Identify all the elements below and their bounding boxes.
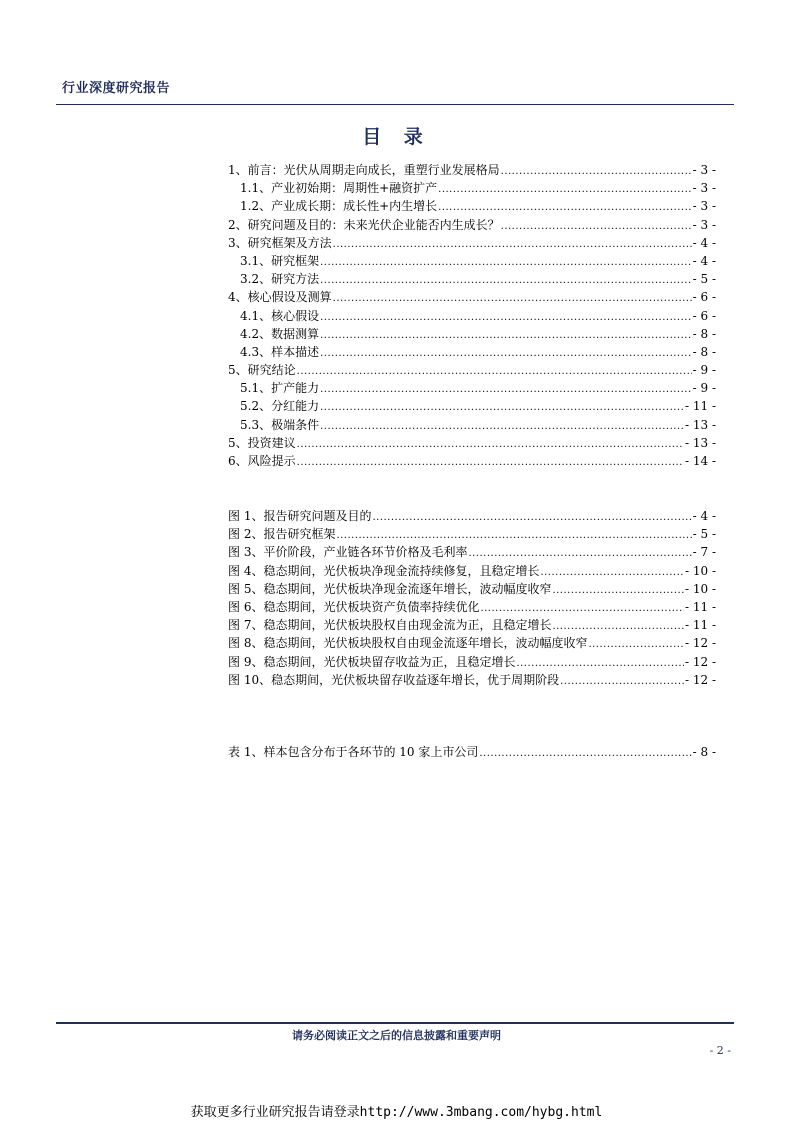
figure-entry-label: 图 6、稳态期间，光伏板块资产负债率持续优化	[228, 599, 480, 614]
report-header-title: 行业深度研究报告	[62, 81, 171, 96]
toc-heading: 目 录	[362, 126, 431, 148]
dot-leader	[479, 743, 691, 763]
toc-entry-page: - 9 -	[692, 363, 716, 378]
toc-entry-page: - 11 -	[684, 399, 716, 414]
toc-entry-label: 1.2、产业成长期：成长性+内生增长	[240, 199, 438, 214]
toc-entry[interactable]	[228, 252, 716, 270]
dot-leader	[540, 562, 684, 582]
toc-list	[228, 161, 716, 470]
dot-leader	[333, 234, 692, 254]
figure-entry-page: - 12 -	[684, 672, 716, 687]
figure-entry-page: - 7 -	[692, 545, 716, 560]
toc-entry-label: 1.1、产业初始期：周期性+融资扩产	[240, 181, 438, 196]
dot-leader	[372, 507, 691, 527]
toc-entry-label: 4、核心假设及测算	[228, 290, 332, 305]
figure-entry[interactable]	[228, 507, 716, 525]
figure-entry-page: - 10 -	[684, 563, 716, 578]
toc-entry-page: - 13 -	[684, 435, 716, 450]
dot-leader	[320, 343, 692, 363]
toc-entry-label: 2、研究问题及目的：未来光伏企业能否内生成长？	[228, 217, 500, 232]
dot-leader	[438, 197, 691, 217]
dot-leader	[516, 653, 684, 673]
dot-leader	[320, 416, 684, 436]
figure-entry-page: - 10 -	[684, 581, 716, 596]
dot-leader	[320, 397, 684, 417]
dot-leader	[468, 543, 691, 563]
figure-entry-label: 图 1、报告研究问题及目的	[228, 509, 372, 523]
toc-entry[interactable]	[228, 452, 716, 470]
disclaimer-note: 请务必阅读正文之后的信息披露和重要声明	[292, 1029, 501, 1042]
toc-entry-page: - 3 -	[692, 163, 716, 177]
website-link[interactable]: 获取更多行业研究报告请登录http://www.3mbang.com/hybg.html	[190, 1105, 603, 1120]
toc-entry-label: 3.2、研究方法	[240, 272, 320, 287]
toc-entry-label: 5、研究结论	[228, 363, 296, 378]
toc-entry-page: - 5 -	[692, 272, 716, 287]
toc-entry-label: 1、前言：光伏从周期走向成长，重塑行业发展格局	[228, 163, 500, 177]
toc-entry-page: - 9 -	[692, 381, 716, 396]
figure-entry[interactable]	[228, 653, 716, 671]
toc-entry-page: - 4 -	[692, 235, 716, 250]
toc-entry-page: - 14 -	[684, 454, 716, 468]
toc-entry[interactable]	[228, 161, 716, 179]
figure-entry[interactable]	[228, 543, 716, 561]
figure-entry[interactable]	[228, 616, 716, 634]
figure-entry-label: 图 8、稳态期间，光伏板块股权自由现金流逐年增长，波动幅度收窄	[228, 636, 588, 651]
table-entry[interactable]	[228, 743, 716, 761]
figure-entry[interactable]	[228, 580, 716, 598]
figure-entry-label: 图 9、稳态期间，光伏板块留存收益为正，且稳定增长	[228, 654, 516, 669]
toc-entry[interactable]	[228, 434, 716, 452]
figure-entry-page: - 4 -	[692, 509, 716, 523]
toc-entry[interactable]	[228, 343, 716, 361]
figure-entry-label: 图 5、稳态期间，光伏板块净现金流逐年增长，波动幅度收窄	[228, 581, 552, 596]
toc-entry-page: - 3 -	[692, 217, 716, 232]
table-entry-page: - 8 -	[692, 745, 716, 759]
toc-entry[interactable]	[228, 379, 716, 397]
dot-leader	[552, 616, 684, 636]
toc-entry[interactable]	[228, 234, 716, 252]
toc-entry-page: - 4 -	[692, 253, 716, 268]
dot-leader	[560, 671, 684, 691]
toc-entry-label: 4.3、样本描述	[240, 344, 320, 359]
figure-entry[interactable]	[228, 671, 716, 689]
figure-entry[interactable]	[228, 598, 716, 616]
toc-entry-label: 3、研究框架及方法	[228, 235, 332, 250]
figure-entry-label: 图 7、稳态期间，光伏板块股权自由现金流为正，且稳定增长	[228, 618, 552, 633]
dot-leader	[501, 161, 692, 181]
toc-entry[interactable]	[228, 179, 716, 197]
toc-entry-label: 4.1、核心假设	[240, 308, 320, 323]
figure-entry-page: - 11 -	[684, 618, 716, 633]
figure-entry-page: - 11 -	[684, 599, 716, 614]
figure-entry-page: - 12 -	[684, 636, 716, 651]
dot-leader	[333, 288, 692, 308]
toc-entry[interactable]	[228, 325, 716, 343]
toc-entry-label: 5.2、分红能力	[240, 399, 320, 414]
toc-entry-label: 6、风险提示	[228, 454, 296, 468]
toc-entry[interactable]	[228, 270, 716, 288]
toc-entry[interactable]	[228, 216, 716, 234]
dot-leader	[297, 452, 684, 472]
figure-entry[interactable]	[228, 634, 716, 652]
toc-entry-page: - 6 -	[692, 308, 716, 323]
dot-leader	[336, 525, 691, 545]
header-divider	[56, 104, 734, 105]
figure-entry-page: - 5 -	[692, 527, 716, 542]
figure-entry[interactable]	[228, 525, 716, 543]
figure-entry-label: 图 4、稳态期间，光伏板块净现金流持续修复，且稳定增长	[228, 563, 540, 578]
toc-entry-page: - 8 -	[692, 344, 716, 359]
page-number: - 2 -	[709, 1044, 731, 1057]
toc-entry[interactable]	[228, 307, 716, 325]
toc-entry[interactable]	[228, 361, 716, 379]
figure-entry[interactable]	[228, 562, 716, 580]
footer-divider	[56, 1022, 734, 1024]
toc-entry-page: - 3 -	[692, 199, 716, 214]
dot-leader	[552, 580, 684, 600]
figure-entry-label: 图 2、报告研究框架	[228, 527, 336, 542]
toc-entry[interactable]	[228, 416, 716, 434]
toc-entry[interactable]	[228, 397, 716, 415]
figure-entry-label: 图 10、稳态期间，光伏板块留存收益逐年增长，优于周期阶段	[228, 672, 560, 687]
dot-leader	[320, 252, 692, 272]
dot-leader	[320, 270, 692, 290]
toc-entry[interactable]	[228, 288, 716, 306]
toc-entry-label: 5.3、极端条件	[240, 417, 320, 432]
dot-leader	[320, 379, 692, 399]
table-list	[228, 743, 716, 761]
figure-list	[228, 507, 716, 689]
dot-leader	[320, 325, 692, 345]
dot-leader	[297, 434, 684, 454]
toc-entry-page: - 3 -	[692, 181, 716, 196]
toc-entry-label: 5.1、扩产能力	[240, 381, 320, 396]
dot-leader	[588, 634, 684, 654]
toc-entry-label: 4.2、数据测算	[240, 326, 320, 341]
toc-entry-page: - 6 -	[692, 290, 716, 305]
dot-leader	[297, 361, 692, 381]
figure-entry-page: - 12 -	[684, 654, 716, 669]
toc-entry-label: 3.1、研究框架	[240, 253, 320, 268]
figure-entry-label: 图 3、平价阶段，产业链各环节价格及毛利率	[228, 545, 468, 560]
dot-leader	[501, 216, 692, 236]
dot-leader	[480, 598, 684, 618]
toc-entry-label: 5、投资建议	[228, 435, 296, 450]
table-entry-label: 表 1、样本包含分布于各环节的 10 家上市公司	[228, 745, 479, 759]
toc-entry-page: - 8 -	[692, 326, 716, 341]
dot-leader	[320, 307, 692, 327]
toc-entry[interactable]	[228, 197, 716, 215]
toc-entry-page: - 13 -	[684, 417, 716, 432]
dot-leader	[438, 179, 691, 199]
